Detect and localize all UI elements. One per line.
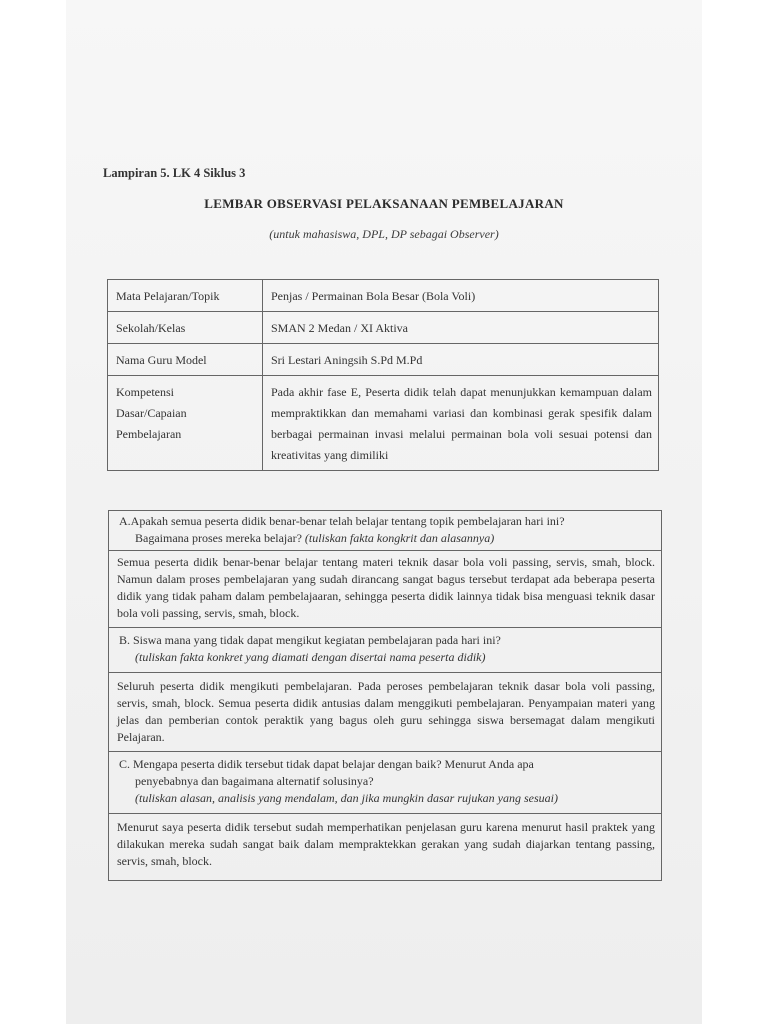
document-title: LEMBAR OBSERVASI PELAKSANAAN PEMBELAJARAN bbox=[204, 196, 564, 211]
question-c-line1: C. Mengapa peserta didik tersebut tidak dapat belajar dengan baik? Menurut Anda apa bbox=[119, 757, 534, 771]
info-value: SMAN 2 Medan / XI Aktiva bbox=[263, 312, 659, 344]
info-label-line: Dasar/Capaian bbox=[116, 406, 187, 420]
question-c-line2: penyebabnya dan bagaimana alternatif solusinya? bbox=[135, 774, 374, 788]
info-table bbox=[107, 279, 659, 471]
question-c bbox=[109, 752, 661, 814]
question-b-note: (tuliskan fakta konkret yang diamati dengan disertai nama peserta didik) bbox=[135, 650, 486, 664]
answer-c: Menurut saya peserta didik tersebut sudah memperhatikan penjelasan guru karena menurut hasil praktek yang dilakukan mereka sudah sangat baik dalam mempraktekkan gerakan yang sudah diajarkan tentang passing, servis, smah, block. bbox=[117, 820, 655, 868]
question-c-note: (tuliskan alasan, analisis yang mendalam, dan jika mungkin dasar rujukan yang sesuai) bbox=[135, 791, 558, 805]
question-b bbox=[109, 628, 661, 673]
info-label: Sekolah/Kelas bbox=[108, 312, 263, 344]
appendix-label: Lampiran 5. LK 4 Siklus 3 bbox=[103, 166, 246, 180]
info-value: Sri Lestari Aningsih S.Pd M.Pd bbox=[263, 344, 659, 376]
info-label: Mata Pelajaran/Topik bbox=[108, 280, 263, 312]
info-label-line: Pembelajaran bbox=[116, 427, 182, 441]
info-row-school bbox=[108, 312, 659, 344]
info-value: Penjas / Permainan Bola Besar (Bola Voli) bbox=[263, 280, 659, 312]
info-row-subject bbox=[108, 280, 659, 312]
observation-table bbox=[108, 510, 662, 881]
question-a bbox=[109, 511, 661, 551]
question-b-line1: B. Siswa mana yang tidak dapat mengikut kegiatan pembelajaran pada hari ini? bbox=[119, 633, 501, 647]
info-value: Pada akhir fase E, Peserta didik telah dapat menunjukkan kemampuan dalam mempraktikkan dan memahami variasi dan kombinasi gerak spesifik dalam berbagai permainan invasi melalui permainan bola voli sesuai potensi dan kreativitas yang dimiliki bbox=[263, 376, 659, 471]
answer-b: Seluruh peserta didik mengikuti pembelajaran. Pada peroses pembelajaran teknik dasar bola voli passing, servis, smah, block. Semua peserta didik antusias dalam menggikuti pembelajaran. Penyampaian materi yang jelas dan pemberian contok peraktik yang bagus oleh guru sehingga siswa bersemagat dalam mengikuti Pelajaran. bbox=[109, 673, 661, 752]
question-a-line1: A.Apakah semua peserta didik benar-benar telah belajar tentang topik pembelajaran hari ini? bbox=[119, 514, 565, 528]
info-row-competency bbox=[108, 376, 659, 471]
info-label-multiline bbox=[108, 376, 263, 471]
document-subtitle: (untuk mahasiswa, DPL, DP sebagai Observer) bbox=[269, 227, 499, 241]
info-label-line: Kompetensi bbox=[116, 385, 174, 399]
question-a-note: (tuliskan fakta kongkrit dan alasannya) bbox=[304, 531, 495, 545]
question-a-line2 bbox=[119, 530, 655, 547]
answer-a: Semua peserta didik benar-benar belajar tentang materi teknik dasar bola voli passing, servis, smah, block. Namun dalam proses pembelajaran yang sudah dirancang sangat bagus tersebut terdapat ada beberapa peserta didik yang tidak paham dalam pembelajaaran, sehingga peserta didik lainnya tidak bisa menguasi teknik dasar bola voli passing, servis, smah, block. bbox=[109, 551, 661, 628]
question-a-text: Bagaimana proses mereka belajar? bbox=[135, 531, 302, 545]
info-label: Nama Guru Model bbox=[108, 344, 263, 376]
info-row-teacher bbox=[108, 344, 659, 376]
